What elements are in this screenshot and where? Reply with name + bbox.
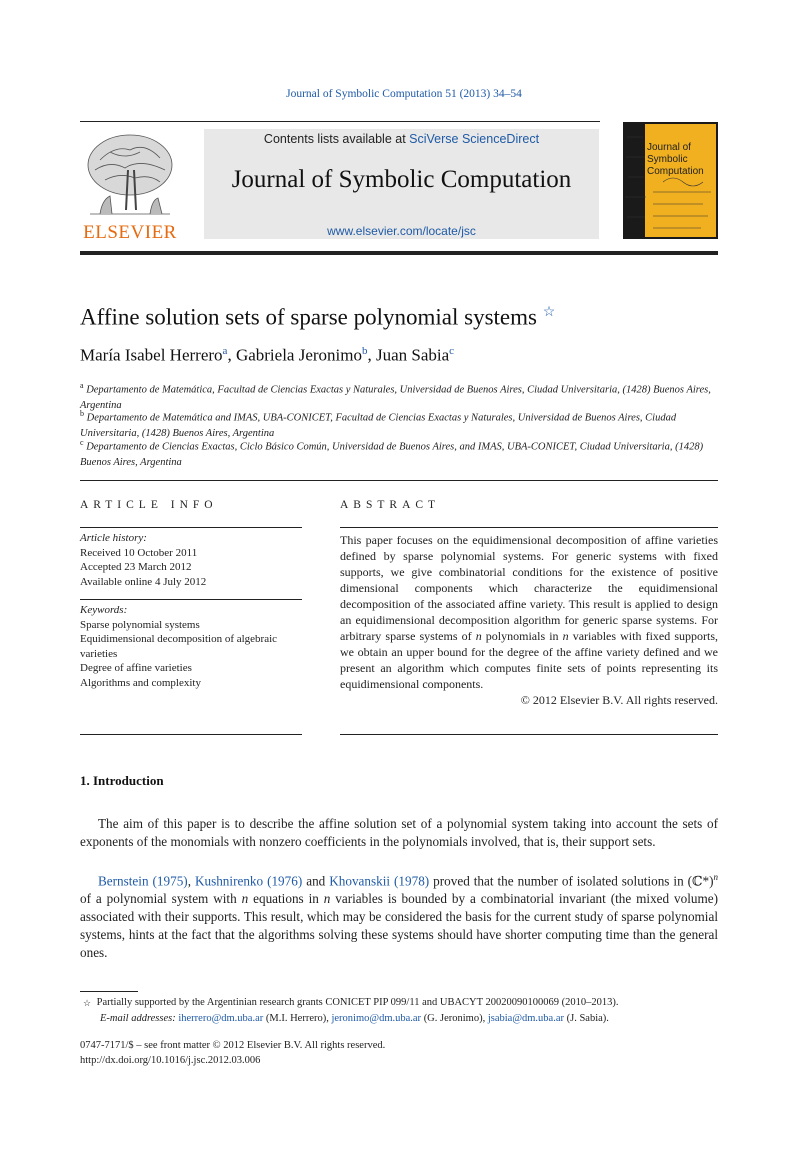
keyword-item: Equidimensional decomposition of algebraic varieties: [80, 633, 278, 660]
email-footnote: [100, 1011, 720, 1027]
author-affil-sup[interactable]: c: [449, 345, 455, 357]
author-list: [80, 345, 454, 366]
email-link[interactable]: jsabia@dm.uba.ar: [487, 1013, 564, 1024]
abstract-body: polynomials in: [481, 629, 563, 643]
elsevier-wordmark: ELSEVIER: [83, 222, 177, 243]
abstract-body: This paper focuses on the equidimensional decomposition of affine varieties defined by sparse polynomial systems. For generic systems with fixed supports, we give combinatorial conditions for the existence of positive dimensional components which characterize the equidimensional decomposition of the associated affine variety. This result is applied to design an equidimensional decomposition algorithm for generic sparse systems. For arbitrary sparse systems of: [340, 533, 718, 643]
math-superscript: n: [713, 872, 719, 882]
footnote-rule: [80, 991, 138, 992]
math-n: n: [323, 891, 331, 907]
citation-link[interactable]: Khovanskii (1978): [329, 873, 430, 889]
paper-title-text: Affine solution sets of sparse polynomial systems: [80, 304, 537, 330]
journal-url-link[interactable]: www.elsevier.com/locate/jsc: [327, 224, 476, 238]
author-separator: ,: [367, 345, 376, 365]
cover-title: [647, 142, 704, 178]
history-label: Article history:: [80, 532, 147, 544]
affiliation-marker: c: [80, 438, 84, 447]
citation-link[interactable]: Bernstein (1975): [98, 873, 188, 889]
footnote-star: ☆: [82, 998, 92, 1008]
intro-paragraph: [80, 868, 718, 962]
paper-title: [80, 304, 555, 331]
affiliation: [80, 435, 720, 470]
elsevier-tree-logo: [80, 130, 180, 222]
cover-title-line: Journal of: [647, 142, 691, 153]
abstract-copyright: © 2012 Elsevier B.V. All rights reserved.: [520, 693, 718, 707]
abstract-bottom-rule: [340, 734, 718, 735]
contents-prefix: Contents lists available at: [263, 132, 410, 146]
keyword-item: Sparse polynomial systems: [80, 618, 200, 631]
abstract-rule: [340, 527, 718, 528]
journal-cover: [623, 122, 718, 239]
affiliation-marker: b: [80, 409, 84, 418]
section-heading-introduction: 1. Introduction: [80, 773, 164, 788]
email-label: E-mail addresses:: [100, 1013, 176, 1024]
affiliation-text: Departamento de Matemática, Facultad de Ciencias Exactas y Naturales, Universidad de Buenos Aires, Ciudad Universitaria, (1428) Buenos Aires, Argentina: [80, 384, 711, 411]
affiliation-text: Departamento de Ciencias Exactas, Ciclo Básico Común, Universidad de Buenos Aires, and IMAS, UBA-CONICET, Ciudad Universitaria, (1428) Buenos Aires, Argentina: [80, 441, 704, 468]
intro-paragraph: The aim of this paper is to describe the affine solution set of a polynomial system taking into account the sets of exponents of the monomials with nonzero coefficients in the polynomials involved, that is, their support sets.: [80, 816, 718, 849]
history-item: Available online 4 July 2012: [80, 575, 207, 588]
history-item: Received 10 October 2011: [80, 546, 198, 559]
email-link[interactable]: iherrero@dm.uba.ar: [178, 1013, 264, 1024]
cover-title-line: Symbolic: [647, 154, 688, 165]
intro-text: equations in: [248, 891, 324, 907]
intro-text: variables is bounded by a combinatorial invariant (the mixed volume) associated with their supports. This result, which may be considered the basis for the current study of sparse polynomial systems, hints at the fact that the algorithms solving these systems should have shorter computing time than the general ones.: [80, 891, 718, 961]
cover-formula-icon: [623, 122, 718, 239]
email-owner: (G. Jeronimo),: [421, 1013, 488, 1024]
journal-reference[interactable]: Journal of Symbolic Computation 51 (2013) 34–54: [286, 88, 522, 100]
abstract-body: variables with fixed supports, we obtain an upper bound for the degree of the affine variety defined and we present an algorithm which computes finite sets of points representing its equidimensional components.: [340, 629, 718, 691]
article-info-heading: ARTICLE INFO: [80, 499, 218, 511]
author-name[interactable]: Juan Sabia: [375, 345, 450, 365]
funding-text: Partially supported by the Argentinian research grants CONICET PIP 099/11 and UBACYT 20020090100069 (2010–2013).: [96, 997, 619, 1008]
author-name[interactable]: Gabriela Jeronimo: [235, 345, 362, 365]
abstract-math-n: n: [475, 629, 482, 643]
article-info-bottom-rule: [80, 734, 302, 735]
history-item: Accepted 23 March 2012: [80, 561, 192, 573]
article-history: [80, 531, 305, 589]
author-separator: ,: [227, 345, 236, 365]
author-affil-sup[interactable]: a: [222, 345, 228, 357]
masthead-top-rule: [80, 121, 600, 122]
title-footnote-star[interactable]: ☆: [542, 305, 556, 320]
abstract-math-n: n: [562, 629, 569, 643]
keyword-item: Degree of affine varieties: [80, 662, 192, 674]
doi-link[interactable]: http://dx.doi.org/10.1016/j.jsc.2012.03.006: [80, 1055, 261, 1066]
abstract-text: [340, 532, 718, 708]
email-owner: (J. Sabia).: [564, 1013, 609, 1024]
article-info-rule: [80, 527, 302, 528]
issn-line: 0747-7171/$ – see front matter © 2012 Elsevier B.V. All rights reserved.: [80, 1040, 386, 1051]
journal-title: Journal of Symbolic Computation: [231, 166, 572, 193]
section-rule: [80, 480, 718, 481]
abstract-heading: ABSTRACT: [340, 499, 441, 511]
contents-line: [204, 132, 599, 146]
keywords: [80, 603, 305, 690]
email-link[interactable]: jeronimo@dm.uba.ar: [331, 1013, 422, 1024]
math-n: n: [241, 891, 249, 907]
keyword-item: Algorithms and complexity: [80, 676, 201, 689]
intro-text: proved that the number of isolated solutions in (ℂ*): [429, 873, 714, 889]
citation-link[interactable]: Kushnirenko (1976): [194, 873, 303, 889]
cover-title-line: Computation: [647, 166, 704, 177]
intro-text: of a polynomial system with: [80, 891, 242, 907]
keywords-label: Keywords:: [80, 604, 128, 616]
email-owner: (M.I. Herrero),: [263, 1013, 332, 1024]
affiliation-text: Departamento de Matemática and IMAS, UBA-CONICET, Facultad de Ciencias Exactas y Naturales, Universidad de Buenos Aires, Ciudad Universitaria, (1428) Buenos Aires, Argentina: [80, 412, 677, 439]
masthead-bottom-rule: [80, 251, 718, 255]
keywords-rule: [80, 599, 302, 600]
affiliation-marker: a: [80, 381, 84, 390]
author-name[interactable]: María Isabel Herrero: [80, 345, 223, 365]
author-affil-sup[interactable]: b: [361, 345, 368, 357]
sciencedirect-link[interactable]: SciVerse ScienceDirect: [409, 132, 540, 146]
citation-separator: and: [302, 873, 330, 889]
funding-footnote: [80, 995, 720, 1011]
citation-separator: ,: [187, 873, 195, 889]
